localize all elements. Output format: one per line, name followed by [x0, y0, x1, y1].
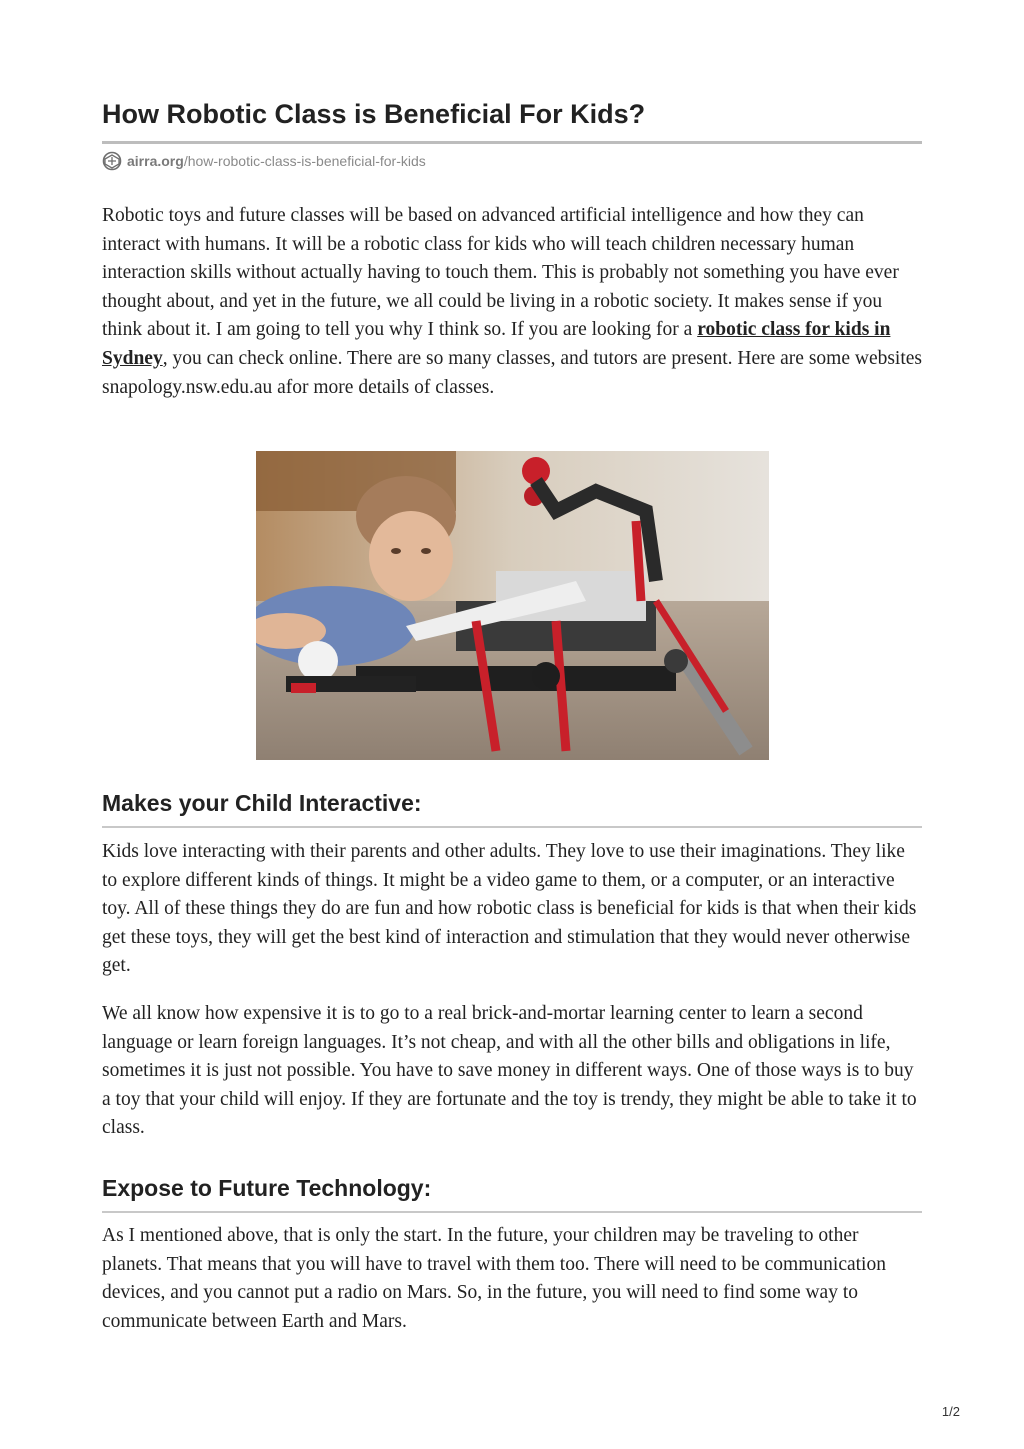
robotic-class-link[interactable]: robotic class for kids in Sydney: [102, 319, 891, 369]
section2-paragraph-1: As I mentioned above, that is only the start. In the future, your children may be traveling to other planets. That means that you will have to travel with them too. There will need to be communication devices, and you cannot put a radio on Mars. So, in the future, you will need to find some way to communicate between Earth and Mars.: [102, 1225, 886, 1332]
page-number: 1/2: [941, 1404, 960, 1419]
page-title: How Robotic Class is Beneficial For Kids?: [102, 99, 646, 129]
article-photo: [256, 451, 769, 760]
section1-paragraph-1: Kids love interacting with their parents and other adults. They love to use their imaginations. They like to explore different kinds of things. It might be a video game to them, or a computer, or an interactive toy. All of these things they do are fun and how robotic class is beneficial for kids is that when their kids get these toys, they will get the best kind of interaction and stimulation that they would never otherwise get.: [102, 841, 917, 977]
section-divider: [102, 826, 922, 828]
boy-with-robot-image: [256, 451, 769, 760]
source-domain: airra.org: [127, 153, 184, 169]
intro-text-after-link: , you can check online. There are so many classes, and tutors are present. Here are some websites snapology.nsw.edu.au afor more details of classes.: [102, 347, 923, 398]
intro-text-before-link: Robotic toys and future classes will be based on advanced artificial intelligence and how they can interact with humans. It will be a robotic class for kids who will teach children necessary human interaction skills without actually having to touch them. This is probably not something you have ever thought about, and yet in the future, we all could be living in a robotic society. It makes sense if you think about it. I am going to tell you why I think so. If you are looking for a: [102, 205, 899, 341]
source-path: /how-robotic-class-is-beneficial-for-kids: [183, 153, 426, 169]
section-heading-future-technology: Expose to Future Technology:: [102, 1175, 432, 1201]
source-line: [102, 150, 426, 172]
title-divider: [102, 141, 922, 144]
site-logo-icon: [102, 151, 122, 171]
section1-paragraph-2: We all know how expensive it is to go to a real brick-and-mortar learning center to learn a second language or learn foreign languages. It’s not cheap, and with all the other bills and obligations in life, sometimes it is just not possible. You have to save money in different ways. One of those ways is to buy a toy that your child will enjoy. If they are fortunate and the toy is trendy, they might be able to take it to class.: [102, 1003, 917, 1139]
section-heading-interactive: Makes your Child Interactive:: [102, 790, 422, 816]
section-divider: [102, 1211, 922, 1213]
intro-paragraph: [102, 202, 922, 402]
